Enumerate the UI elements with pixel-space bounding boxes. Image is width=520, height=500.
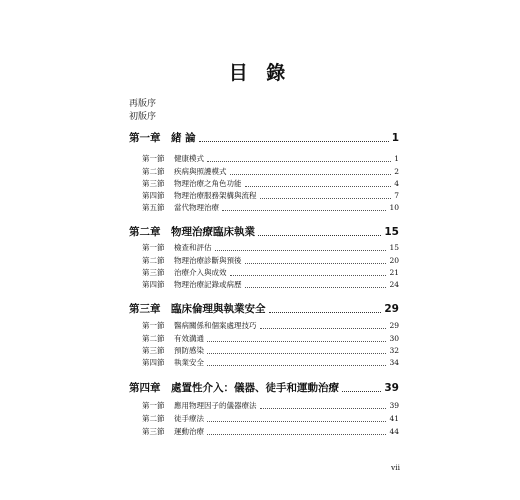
section-entry [142,345,399,357]
section-page: 21 [389,268,399,277]
section-page: 1 [394,154,399,163]
dot-leader [342,391,381,392]
section-number: 第一節 [142,321,165,330]
section-number: 第三節 [142,346,165,355]
dot-leader [207,161,391,162]
section-title: 運動治療 [174,427,204,436]
section-number: 第四節 [142,280,165,289]
section-number: 第三節 [142,268,165,277]
chapter-page: 15 [384,226,399,238]
section-number: 第三節 [142,179,165,188]
section-entry [142,279,399,291]
section-number: 第五節 [142,203,165,212]
section-number: 第二節 [142,334,165,343]
section-page: 2 [394,167,399,176]
section-page: 39 [389,401,399,410]
section-entry [142,242,399,254]
dot-leader [260,328,387,329]
section-page: 10 [389,203,399,212]
section-page: 32 [389,346,399,355]
section-page: 20 [389,256,399,265]
dot-leader [207,434,386,435]
section-page: 34 [389,358,399,367]
section-number: 第一節 [142,154,165,163]
section-number: 第一節 [142,243,165,252]
dot-leader [230,275,387,276]
page-folio: vii [391,463,401,472]
dot-leader [222,210,386,211]
section-title: 物理治療診斷與預後 [174,256,242,265]
dot-leader [260,198,392,199]
section-title: 應用物理因子的儀器療法 [174,401,257,410]
section-title: 治療介入與成效 [174,268,227,277]
chapter-entry [129,302,399,316]
chapter-page: 29 [384,303,399,315]
dot-leader [269,312,382,313]
section-title: 檢查和評估 [174,243,212,252]
section-entry [142,255,399,267]
section-title: 物理治療服務架構與流程 [174,191,257,200]
section-entry [142,166,399,178]
dot-leader [207,365,386,366]
section-title: 預防感染 [174,346,204,355]
section-page: 15 [389,243,399,252]
chapter-title: 第一章 緒 論 [129,132,196,144]
chapter-entry [129,225,399,239]
section-title: 健康模式 [174,154,204,163]
chapter-page: 39 [384,382,399,394]
section-entry [142,190,399,202]
section-page: 30 [389,334,399,343]
section-entry [142,153,399,165]
section-number: 第二節 [142,167,165,176]
preface-entry-first: 初版序 [129,112,157,122]
section-entry [142,320,399,332]
section-entry [142,357,399,369]
section-page: 4 [394,179,399,188]
section-title: 醫病關係和個案處理技巧 [174,321,257,330]
section-entry [142,426,399,438]
page-title: 目 錄 [228,62,292,84]
section-page: 41 [389,414,399,423]
section-title: 物理治療記錄或病歷 [174,280,242,289]
dot-leader [199,141,389,142]
dot-leader [245,263,387,264]
section-number: 第四節 [142,191,165,200]
dot-leader [258,235,381,236]
chapter-title: 第二章 物理治療臨床執業 [129,226,255,238]
section-entry [142,202,399,214]
section-number: 第四節 [142,358,165,367]
dot-leader [207,353,386,354]
dot-leader [260,408,387,409]
section-page: 44 [389,427,399,436]
chapter-page: 1 [391,132,399,144]
section-page: 24 [389,280,399,289]
dot-leader [207,421,386,422]
section-title: 有效溝通 [174,334,204,343]
chapter-title: 第三章 臨床倫理與執業安全 [129,303,266,315]
section-number: 第二節 [142,256,165,265]
section-page: 29 [389,321,399,330]
dot-leader [230,174,392,175]
section-title: 疾病與照護模式 [174,167,227,176]
section-number: 第三節 [142,427,165,436]
section-entry [142,413,399,425]
dot-leader [245,186,392,187]
chapter-entry [129,381,399,395]
section-entry [142,267,399,279]
dot-leader [215,250,387,251]
section-title: 徒手療法 [174,414,204,423]
preface-entry-reprint: 再版序 [129,99,157,109]
section-entry [142,178,399,190]
chapter-title: 第四章 處置性介入：儀器、徒手和運動治療 [129,382,339,394]
dot-leader [207,341,386,342]
section-entry [142,400,399,412]
section-number: 第一節 [142,401,165,410]
section-title: 物理治療之角色功能 [174,179,242,188]
section-page: 7 [394,191,399,200]
section-number: 第二節 [142,414,165,423]
section-title: 執業安全 [174,358,204,367]
section-entry [142,333,399,345]
chapter-entry [129,131,399,145]
dot-leader [245,287,387,288]
section-title: 當代物理治療 [174,203,219,212]
